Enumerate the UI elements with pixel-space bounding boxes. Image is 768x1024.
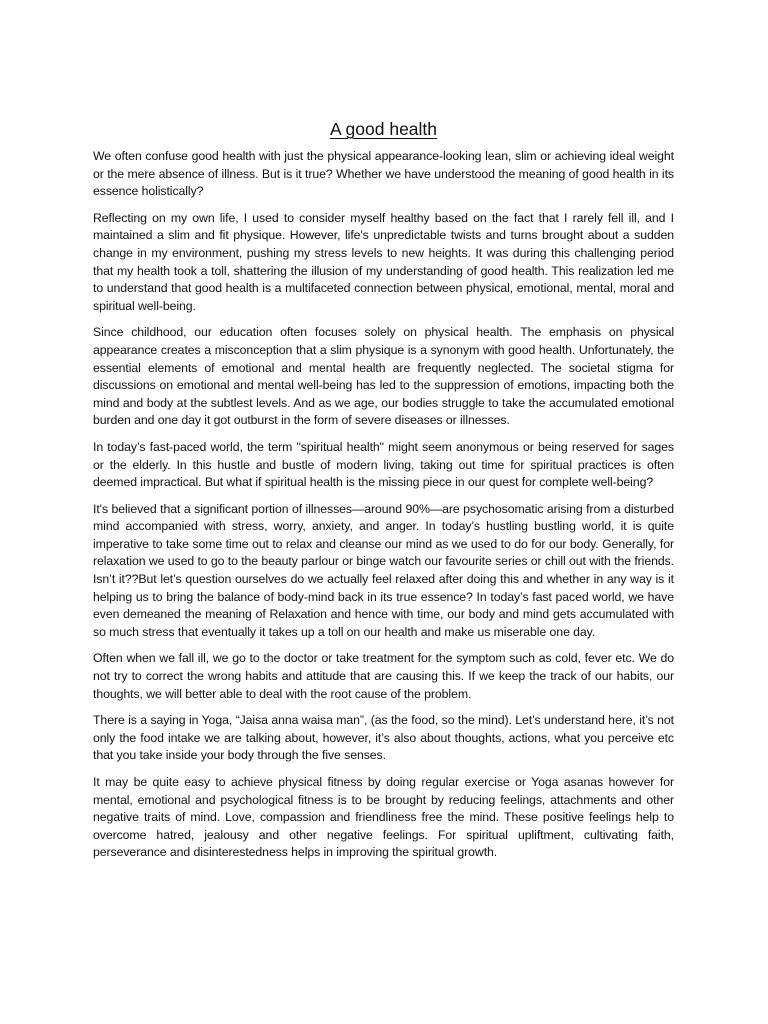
paragraph-4: In today’s fast-paced world, the term "spiritual health" might seem anonymous or being reserved for sages or the elderly. In this hustle and bustle of modern living, taking out time for spiritual practices is often deemed impractical. But what if spiritual health is the missing piece in our quest for complete well-being? — [93, 439, 674, 490]
paragraph-5: It's believed that a significant portion of illnesses—around 90%—are psychosomatic arising from a disturbed mind accompanied with stress, worry, anxiety, and anger. In today’s hustling bustling world, it is quite imperative to take some time out to relax and cleanse our mind as we used to do for our body. Generally, for relaxation we used to go to the beauty parlour or binge watch our favourite series or chill out with the friends. Isn’t it??But let’s question ourselves do we actually feel relaxed after doing this and whether in any way is it helping us to bring the balance of body-mind back in its true essence? In today’s fast paced world, we have even demeaned the meaning of Relaxation and hence with time, our body and mind gets accumulated with so much stress that eventually it takes up a toll on our health and make us miserable one day. — [93, 501, 674, 639]
paragraph-7: There is a saying in Yoga, “Jaisa anna waisa man”, (as the food, so the mind). Let’s understand here, it’s not only the food intake we are talking about, however, it’s also about thoughts, actions, what you perceive etc that you take inside your body through the five senses. — [93, 713, 674, 763]
paragraph-8: It may be quite easy to achieve physical fitness by doing regular exercise or Yoga asanas however for mental, emotional and psychological fitness is to be brought by reducing feelings, attachments and other negative traits of mind. Love, compassion and friendliness free the mind. These positive feelings help to overcome hatred, jealousy and other negative feelings. For spiritual upliftment, cultivating faith, perseverance and disinterestedness helps in improving the spiritual growth. — [93, 775, 674, 860]
document-title: A good health — [329, 119, 438, 139]
paragraph-3: Since childhood, our education often focuses solely on physical health. The emphasis on physical appearance creates a misconception that a slim physique is a synonym with good health. Unfortunately, the essential elements of emotional and mental health are frequently neglected. The societal stigma for discussions on emotional and mental well-being has led to the suppression of emotions, impacting both the mind and body at the subtlest levels. And as we age, our bodies struggle to take the accumulated emotional burden and one day it got outburst in the form of severe diseases or illnesses. — [93, 325, 674, 428]
document-page — [93, 117, 674, 871]
paragraph-2: Reflecting on my own life, I used to consider myself healthy based on the fact that I rarely fell ill, and I maintained a slim and fit physique. However, life's unpredictable twists and turns brought about a sudden change in my environment, pushing my stress levels to new heights. It was during this challenging period that my health took a toll, shattering the illusion of my understanding of good health. This realization led me to understand that good health is a multifaceted connection between physical, emotional, mental, moral and spiritual well-being. — [93, 210, 674, 313]
paragraph-1: We often confuse good health with just the physical appearance-looking lean, slim or achieving ideal weight or the mere absence of illness. But is it true? Whether we have understood the meaning of good health in its essence holistically? — [93, 149, 674, 199]
paragraph-6: Often when we fall ill, we go to the doctor or take treatment for the symptom such as cold, fever etc. We do not try to correct the wrong habits and attitude that are causing this. If we keep the track of our habits, our thoughts, we will better able to deal with the root cause of the problem. — [93, 651, 674, 701]
